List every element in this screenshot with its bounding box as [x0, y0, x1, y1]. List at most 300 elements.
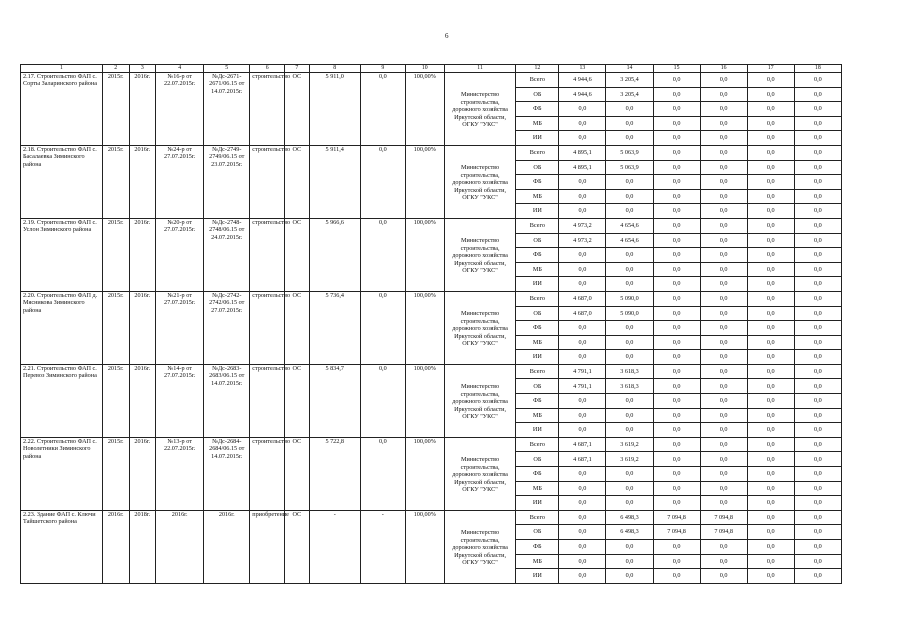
project-percent: 100,00% — [405, 364, 444, 437]
column-number: 11 — [444, 65, 516, 73]
funding-value: 0,0 — [653, 540, 700, 555]
funding-value: 0,0 — [606, 496, 653, 511]
funding-value: 0,0 — [653, 262, 700, 277]
funding-value: 0,0 — [700, 175, 747, 190]
funding-value: 0,0 — [747, 394, 794, 409]
funding-value: 0,0 — [700, 218, 747, 233]
funding-value: 0,0 — [653, 467, 700, 482]
funding-source: МБ — [516, 189, 559, 204]
project-percent: 100,00% — [405, 510, 444, 583]
funding-value: 0,0 — [747, 554, 794, 569]
column-number: 4 — [156, 65, 204, 73]
funding-value: 0,0 — [606, 204, 653, 219]
funding-value: 0,0 — [794, 481, 841, 496]
column-number: 5 — [204, 65, 250, 73]
column-number: 2 — [102, 65, 129, 73]
project-decree: №13-р от 22.07.2015г. — [156, 437, 204, 510]
funding-source: ОБ — [516, 233, 559, 248]
funding-value: 0,0 — [700, 291, 747, 306]
funding-value: 0,0 — [653, 102, 700, 117]
column-number: 7 — [285, 65, 310, 73]
funding-value: 7 094,8 — [700, 510, 747, 525]
funding-source: Всего — [516, 510, 559, 525]
funding-value: 0,0 — [700, 102, 747, 117]
funding-value: 0,0 — [747, 102, 794, 117]
funding-value: 0,0 — [653, 554, 700, 569]
project-start-year: 2015г. — [102, 218, 129, 291]
project-name: 2.17. Строительство ФАП с. Сорты Заларинского района — [21, 73, 103, 146]
column-number: 18 — [794, 65, 841, 73]
funding-value: 0,0 — [747, 175, 794, 190]
funding-value: 5 090,0 — [606, 291, 653, 306]
project-contract: №Дс-2742-2742/06.15 от 27.07.2015г. — [204, 291, 250, 364]
table-row — [21, 73, 842, 88]
funding-value: 0,0 — [700, 204, 747, 219]
funding-value: 0,0 — [606, 262, 653, 277]
funding-value: 0,0 — [794, 437, 841, 452]
project-work-type: строительство — [250, 145, 285, 218]
project-cost: 5 722,8 — [309, 437, 360, 510]
funding-value: 0,0 — [653, 350, 700, 365]
project-work-type: строительство — [250, 364, 285, 437]
funding-value: 0,0 — [794, 87, 841, 102]
funding-value: 0,0 — [700, 540, 747, 555]
funding-value: 0,0 — [559, 131, 606, 146]
funding-source: МБ — [516, 262, 559, 277]
funding-value: 0,0 — [747, 350, 794, 365]
funding-value: 0,0 — [653, 569, 700, 584]
project-completed: 0,0 — [360, 291, 405, 364]
funding-source: ФБ — [516, 248, 559, 263]
funding-value: 0,0 — [747, 540, 794, 555]
project-work-type: приобретение — [250, 510, 285, 583]
funding-value: 0,0 — [559, 116, 606, 131]
funding-value: 0,0 — [700, 467, 747, 482]
funding-value: 0,0 — [794, 408, 841, 423]
project-completed: 0,0 — [360, 218, 405, 291]
column-number: 17 — [747, 65, 794, 73]
funding-value: 0,0 — [700, 248, 747, 263]
funding-value: 0,0 — [559, 189, 606, 204]
funding-value: 4 791,1 — [559, 379, 606, 394]
funding-source: ОБ — [516, 306, 559, 321]
project-start-year: 2015г. — [102, 291, 129, 364]
funding-value: 0,0 — [747, 73, 794, 88]
funding-value: 3 619,2 — [606, 437, 653, 452]
project-percent: 100,00% — [405, 73, 444, 146]
funding-value: 0,0 — [653, 452, 700, 467]
funding-value: 0,0 — [700, 233, 747, 248]
funding-value: 0,0 — [653, 364, 700, 379]
funding-value: 0,0 — [700, 569, 747, 584]
funding-source: ФБ — [516, 540, 559, 555]
funding-source: ИИ — [516, 569, 559, 584]
project-contract: №Дс-2671-2671/06.15 от 14.07.2015г. — [204, 73, 250, 146]
funding-value: 0,0 — [559, 248, 606, 263]
funding-value: 4 687,1 — [559, 437, 606, 452]
funding-value: 0,0 — [747, 291, 794, 306]
funding-value: 0,0 — [606, 102, 653, 117]
funding-value: 0,0 — [606, 481, 653, 496]
funding-value: 0,0 — [700, 87, 747, 102]
project-percent: 100,00% — [405, 218, 444, 291]
funding-value: 0,0 — [606, 350, 653, 365]
table-row — [21, 145, 842, 160]
funding-value: 0,0 — [559, 540, 606, 555]
project-contract: 2016г. — [204, 510, 250, 583]
project-decree: 2016г. — [156, 510, 204, 583]
funding-value: 0,0 — [653, 496, 700, 511]
project-organization: Министерство строительства, дорожного хозяйства Иркутской области, ОГКУ "УКС" — [444, 364, 516, 437]
funding-value: 0,0 — [653, 321, 700, 336]
funding-value: 0,0 — [559, 496, 606, 511]
funding-source: ОБ — [516, 87, 559, 102]
funding-value: 0,0 — [653, 160, 700, 175]
funding-source: ИИ — [516, 277, 559, 292]
funding-value: 6 498,3 — [606, 510, 653, 525]
project-decree: №24-р от 27.07.2015г. — [156, 145, 204, 218]
funding-value: 0,0 — [653, 335, 700, 350]
project-organization: Министерство строительства, дорожного хозяйства Иркутской области, ОГКУ "УКС" — [444, 291, 516, 364]
funding-value: 0,0 — [559, 350, 606, 365]
funding-value: 0,0 — [794, 306, 841, 321]
funding-value: 0,0 — [794, 554, 841, 569]
funding-value: 0,0 — [653, 481, 700, 496]
funding-value: 0,0 — [606, 569, 653, 584]
funding-value: 0,0 — [747, 189, 794, 204]
funding-value: 0,0 — [747, 379, 794, 394]
project-cost: 5 966,6 — [309, 218, 360, 291]
funding-value: 0,0 — [794, 218, 841, 233]
table-row — [21, 218, 842, 233]
funding-source: ИИ — [516, 131, 559, 146]
funding-value: 0,0 — [794, 189, 841, 204]
funding-value: 4 944,6 — [559, 73, 606, 88]
funding-value: 0,0 — [653, 437, 700, 452]
project-cost: 5 834,7 — [309, 364, 360, 437]
funding-value: 0,0 — [794, 277, 841, 292]
project-completed: - — [360, 510, 405, 583]
column-number: 12 — [516, 65, 559, 73]
funding-source: ИИ — [516, 350, 559, 365]
funding-value: 7 094,8 — [700, 525, 747, 540]
project-cost: - — [309, 510, 360, 583]
funding-source: МБ — [516, 554, 559, 569]
funding-value: 0,0 — [606, 175, 653, 190]
funding-value: 4 973,2 — [559, 218, 606, 233]
funding-source: Всего — [516, 364, 559, 379]
funding-value: 0,0 — [700, 189, 747, 204]
funding-value: 0,0 — [559, 481, 606, 496]
funding-value: 3 618,3 — [606, 364, 653, 379]
funding-value: 0,0 — [653, 277, 700, 292]
funding-value: 0,0 — [653, 218, 700, 233]
project-completed: 0,0 — [360, 437, 405, 510]
funding-value: 0,0 — [747, 321, 794, 336]
project-decree: №16-р от 22.07.2015г. — [156, 73, 204, 146]
column-number: 13 — [559, 65, 606, 73]
funding-value: 0,0 — [606, 248, 653, 263]
funding-value: 0,0 — [747, 306, 794, 321]
funding-source: МБ — [516, 408, 559, 423]
funding-source: ОБ — [516, 452, 559, 467]
table-row — [21, 291, 842, 306]
funding-value: 4 654,6 — [606, 233, 653, 248]
project-work-type: строительство — [250, 291, 285, 364]
funding-value: 0,0 — [700, 496, 747, 511]
column-number: 8 — [309, 65, 360, 73]
funding-value: 0,0 — [700, 116, 747, 131]
project-code: ОС — [285, 291, 310, 364]
funding-value: 0,0 — [606, 394, 653, 409]
project-end-year: 2016г. — [129, 364, 156, 437]
funding-value: 0,0 — [794, 569, 841, 584]
funding-value: 0,0 — [606, 321, 653, 336]
project-organization: Министерство строительства, дорожного хозяйства Иркутской области, ОГКУ "УКС" — [444, 145, 516, 218]
funding-value: 0,0 — [747, 87, 794, 102]
project-percent: 100,00% — [405, 145, 444, 218]
project-start-year: 2015г. — [102, 73, 129, 146]
funding-value: 0,0 — [794, 291, 841, 306]
funding-source: ФБ — [516, 394, 559, 409]
project-name: 2.22. Строительство ФАП с. Новолетники Зиминского района — [21, 437, 103, 510]
funding-value: 0,0 — [559, 554, 606, 569]
funding-value: 0,0 — [747, 277, 794, 292]
funding-value: 0,0 — [653, 204, 700, 219]
funding-value: 3 205,4 — [606, 73, 653, 88]
column-number: 16 — [700, 65, 747, 73]
funding-value: 0,0 — [606, 408, 653, 423]
funding-value: 0,0 — [794, 394, 841, 409]
funding-value: 0,0 — [794, 379, 841, 394]
project-start-year: 2016г. — [102, 510, 129, 583]
funding-source: Всего — [516, 145, 559, 160]
projects-body — [21, 73, 842, 584]
funding-source: Всего — [516, 218, 559, 233]
funding-value: 0,0 — [559, 204, 606, 219]
funding-value: 0,0 — [559, 335, 606, 350]
funding-value: 0,0 — [700, 554, 747, 569]
funding-value: 0,0 — [700, 394, 747, 409]
funding-value: 0,0 — [559, 394, 606, 409]
funding-value: 0,0 — [747, 423, 794, 438]
funding-value: 0,0 — [794, 452, 841, 467]
table-row — [21, 437, 842, 452]
project-name: 2.23. Здание ФАП с. Ключи Тайшетского района — [21, 510, 103, 583]
funding-value: 0,0 — [653, 116, 700, 131]
funding-value: 4 895,1 — [559, 160, 606, 175]
funding-value: 0,0 — [794, 102, 841, 117]
funding-value: 0,0 — [794, 525, 841, 540]
project-name: 2.20. Строительство ФАП д. Мясникова Зиминского района — [21, 291, 103, 364]
funding-source: ИИ — [516, 204, 559, 219]
funding-value: 0,0 — [794, 175, 841, 190]
funding-value: 0,0 — [747, 496, 794, 511]
project-organization: Министерство строительства, дорожного хозяйства Иркутской области, ОГКУ "УКС" — [444, 73, 516, 146]
project-code: ОС — [285, 73, 310, 146]
funding-value: 0,0 — [559, 102, 606, 117]
project-completed: 0,0 — [360, 145, 405, 218]
project-percent: 100,00% — [405, 437, 444, 510]
project-end-year: 2016г. — [129, 437, 156, 510]
funding-value: 0,0 — [700, 131, 747, 146]
funding-source: ОБ — [516, 160, 559, 175]
funding-source: ОБ — [516, 525, 559, 540]
funding-source: ИИ — [516, 423, 559, 438]
funding-source: ОБ — [516, 379, 559, 394]
funding-value: 0,0 — [653, 175, 700, 190]
funding-value: 0,0 — [700, 306, 747, 321]
funding-value: 3 205,4 — [606, 87, 653, 102]
project-cost: 5 736,4 — [309, 291, 360, 364]
funding-value: 0,0 — [794, 248, 841, 263]
project-work-type: строительство — [250, 73, 285, 146]
project-contract: №Дс-2749-2749/06.15 от 23.07.2015г. — [204, 145, 250, 218]
column-number: 6 — [250, 65, 285, 73]
project-name: 2.21. Строительство ФАП с. Перевоз Зиминского района — [21, 364, 103, 437]
funding-value: 4 895,1 — [559, 145, 606, 160]
table-row — [21, 510, 842, 525]
funding-value: 0,0 — [700, 452, 747, 467]
funding-value: 0,0 — [653, 73, 700, 88]
project-decree: №21-р от 27.07.2015г. — [156, 291, 204, 364]
funding-value: 0,0 — [559, 321, 606, 336]
funding-source: ФБ — [516, 321, 559, 336]
funding-value: 0,0 — [794, 116, 841, 131]
funding-value: 0,0 — [700, 321, 747, 336]
funding-value: 0,0 — [559, 423, 606, 438]
project-end-year: 2016г. — [129, 73, 156, 146]
project-code: ОС — [285, 437, 310, 510]
funding-value: 7 094,8 — [653, 510, 700, 525]
funding-value: 0,0 — [794, 510, 841, 525]
funding-value: 0,0 — [653, 131, 700, 146]
funding-value: 0,0 — [653, 233, 700, 248]
project-organization: Министерство строительства, дорожного хозяйства Иркутской области, ОГКУ "УКС" — [444, 510, 516, 583]
funding-source: ФБ — [516, 175, 559, 190]
project-decree: №14-р от 27.07.2015г. — [156, 364, 204, 437]
funding-value: 3 618,3 — [606, 379, 653, 394]
funding-value: 0,0 — [700, 481, 747, 496]
page-number: 6 — [445, 32, 449, 40]
column-number-row — [21, 65, 842, 73]
project-end-year: 2016г. — [129, 291, 156, 364]
funding-source: Всего — [516, 291, 559, 306]
project-code: ОС — [285, 364, 310, 437]
project-completed: 0,0 — [360, 73, 405, 146]
funding-source: МБ — [516, 335, 559, 350]
funding-value: 0,0 — [794, 145, 841, 160]
funding-value: 0,0 — [700, 350, 747, 365]
funding-value: 0,0 — [700, 408, 747, 423]
funding-value: 0,0 — [794, 73, 841, 88]
funding-value: 0,0 — [653, 291, 700, 306]
funding-value: 0,0 — [794, 540, 841, 555]
project-contract: №Дс-2684-2684/06.15 от 14.07.2015г. — [204, 437, 250, 510]
funding-value: 0,0 — [747, 116, 794, 131]
funding-value: 0,0 — [747, 408, 794, 423]
project-cost: 5 911,4 — [309, 145, 360, 218]
funding-value: 0,0 — [700, 423, 747, 438]
construction-program-table — [20, 64, 842, 584]
funding-value: 0,0 — [747, 525, 794, 540]
project-organization: Министерство строительства, дорожного хозяйства Иркутской области, ОГКУ "УКС" — [444, 437, 516, 510]
funding-value: 0,0 — [747, 364, 794, 379]
project-start-year: 2015г. — [102, 364, 129, 437]
funding-value: 4 944,6 — [559, 87, 606, 102]
project-work-type: строительство — [250, 437, 285, 510]
column-number: 1 — [21, 65, 103, 73]
project-end-year: 2018г. — [129, 510, 156, 583]
funding-value: 0,0 — [559, 525, 606, 540]
column-number: 9 — [360, 65, 405, 73]
column-number: 14 — [606, 65, 653, 73]
project-start-year: 2015г. — [102, 437, 129, 510]
funding-value: 0,0 — [794, 233, 841, 248]
project-name: 2.19. Строительство ФАП с. Услон Зиминского района — [21, 218, 103, 291]
funding-value: 0,0 — [794, 160, 841, 175]
funding-value: 0,0 — [653, 379, 700, 394]
funding-value: 3 619,2 — [606, 452, 653, 467]
funding-value: 5 063,9 — [606, 160, 653, 175]
funding-value: 0,0 — [606, 423, 653, 438]
funding-value: 0,0 — [653, 87, 700, 102]
funding-value: 0,0 — [653, 394, 700, 409]
funding-value: 0,0 — [794, 131, 841, 146]
funding-value: 0,0 — [747, 335, 794, 350]
funding-value: 0,0 — [794, 335, 841, 350]
table-row — [21, 364, 842, 379]
funding-value: 0,0 — [606, 131, 653, 146]
funding-value: 0,0 — [700, 335, 747, 350]
funding-source: ФБ — [516, 102, 559, 117]
project-end-year: 2016г. — [129, 218, 156, 291]
funding-value: 0,0 — [747, 569, 794, 584]
project-code: ОС — [285, 218, 310, 291]
funding-value: 0,0 — [794, 364, 841, 379]
funding-value: 0,0 — [606, 116, 653, 131]
funding-value: 0,0 — [606, 335, 653, 350]
funding-value: 4 687,0 — [559, 306, 606, 321]
project-code: ОС — [285, 510, 310, 583]
project-contract: №Дс-2748-2748/06.15 от 24.07.2015г. — [204, 218, 250, 291]
project-cost: 5 911,0 — [309, 73, 360, 146]
funding-value: 0,0 — [747, 204, 794, 219]
funding-source: Всего — [516, 73, 559, 88]
funding-value: 0,0 — [700, 145, 747, 160]
funding-source: ИИ — [516, 496, 559, 511]
funding-value: 7 094,8 — [653, 525, 700, 540]
project-organization: Министерство строительства, дорожного хозяйства Иркутской области, ОГКУ "УКС" — [444, 218, 516, 291]
funding-value: 0,0 — [559, 467, 606, 482]
funding-value: 0,0 — [747, 233, 794, 248]
funding-value: 0,0 — [794, 496, 841, 511]
funding-value: 0,0 — [559, 510, 606, 525]
project-code: ОС — [285, 145, 310, 218]
funding-value: 0,0 — [606, 467, 653, 482]
column-number: 15 — [653, 65, 700, 73]
funding-value: 0,0 — [794, 423, 841, 438]
funding-source: МБ — [516, 116, 559, 131]
funding-value: 0,0 — [700, 73, 747, 88]
funding-value: 0,0 — [747, 218, 794, 233]
funding-value: 0,0 — [700, 364, 747, 379]
funding-value: 0,0 — [559, 175, 606, 190]
funding-value: 0,0 — [747, 437, 794, 452]
funding-value: 5 063,9 — [606, 145, 653, 160]
funding-value: 0,0 — [700, 262, 747, 277]
project-end-year: 2016г. — [129, 145, 156, 218]
